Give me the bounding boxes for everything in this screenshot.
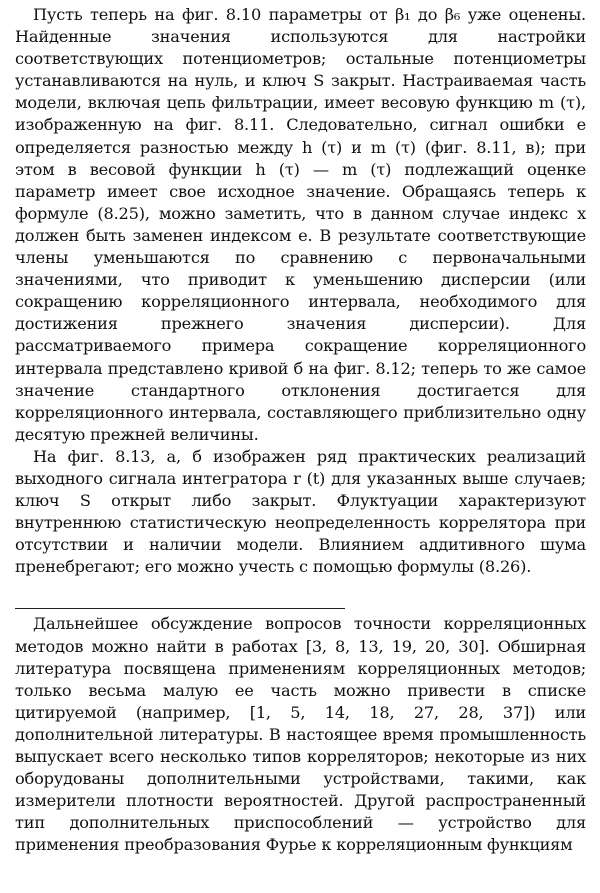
paragraph-1: Пусть теперь на фиг. 8.10 параметры от β₁ до β₆ уже оценены. Найденные значения используются для настройки соответствующих потенциометров; остальные потенциометры устанавливаются на нуль, и ключ S закрыт. Настраиваемая часть модели, включая цепь фильтрации, имеет весовую функцию m (τ), изображенную на фиг. 8.11. Следовательно, сигнал ошибки e определяется разностью между h (τ) и m (τ) (фиг. 8.11, в); при этом в весовой функции h (τ) — m (τ) подлежащий оценке параметр имеет свое исходное значение. Обращаясь теперь к формуле (8.25), можно заметить, что в данном случае индекс x должен быть заменен индексом e. В результате соответствующие члены уменьшаются по сравнению с первоначальными значениями, что приводит к уменьшению дисперсии (или сокращению корреляционного интервала, необходимого для достижения прежнего значения дисперсии). Для рассматриваемого примера сокращение корреляционного интервала представлено кривой б на фиг. 8.12; теперь то же самое значение стандартного отклонения достигается для корреляционного интервала, составляющего приблизительно одну десятую прежней величины. xyxy=(15,5,586,444)
paragraph-3: Дальнейшее обсуждение вопросов точности корреляционных методов можно найти в работах [3, 8, 13, 19, 20, 30]. Обширная литература посвящена применениям корреляционных методов; только весьма малую ее часть можно привести в списке цитируемой (например, [1, 5, 14, 18, 27, 28, 37]) или дополнительной литературы. В настоящее время промышленность выпускает всего несколько типов корреляторов; некоторые из них оборудованы дополнительными устройствами, такими, как измерители плотности вероятностей. Другой распространенный тип дополнительных приспособлений — устройство для применения преобразования Фурье к корреляционным функциям xyxy=(15,614,586,855)
section-divider xyxy=(15,608,345,609)
paragraph-2: На фиг. 8.13, а, б изображен ряд практических реализаций выходного сигнала интегратора r (t) для указанных выше случаев; ключ S открыт либо закрыт. Флуктуации характеризуют внутреннюю статистическую неопределенность коррелятора при отсутствии и наличии модели. Влиянием аддитивного шума пренебрегают; его можно учесть с помощью формулы (8.26). xyxy=(15,446,586,577)
